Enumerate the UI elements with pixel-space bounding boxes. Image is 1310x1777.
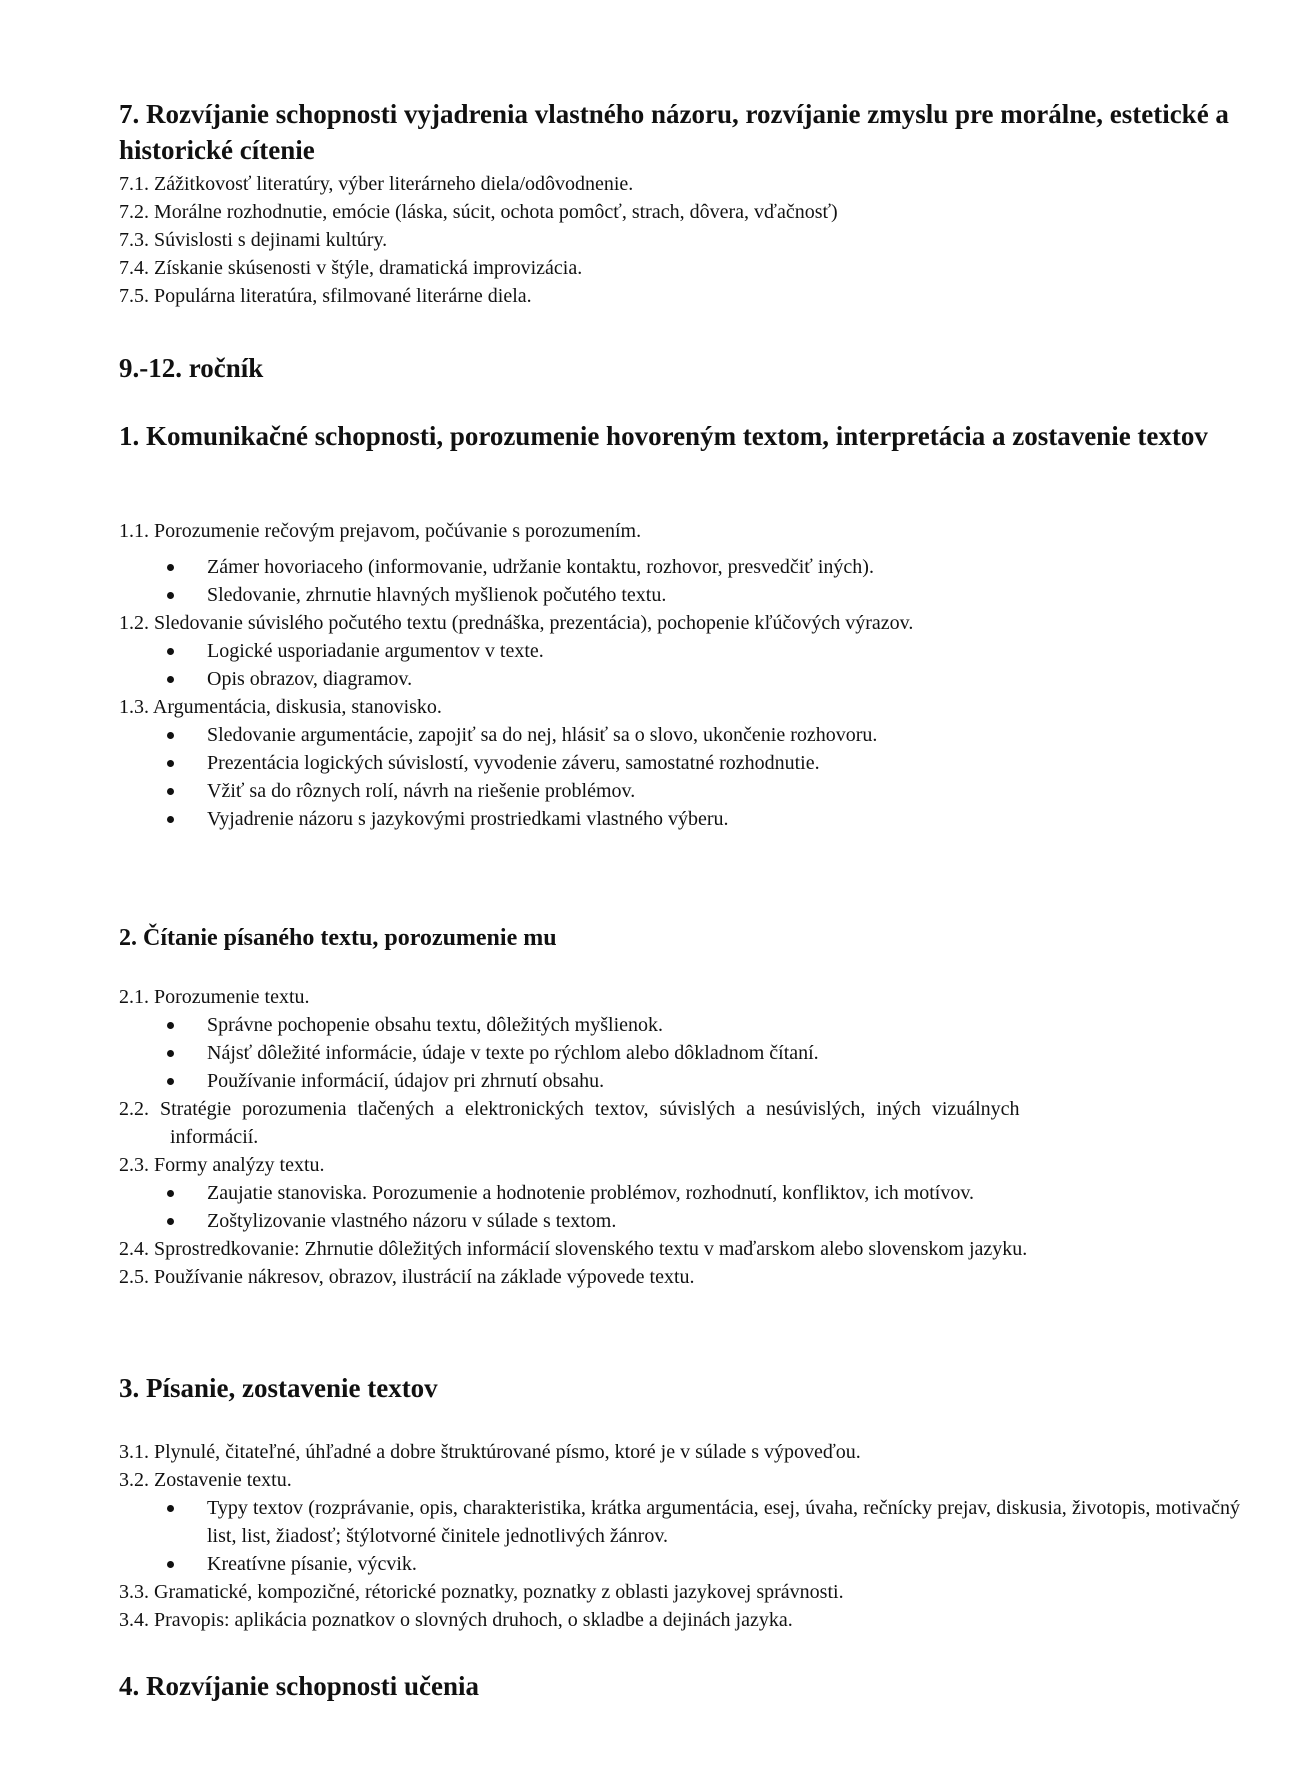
list-item (119, 553, 1240, 581)
bullet-text: Používanie informácií, údajov pri zhrnutí obsahu. (207, 1070, 605, 1092)
bullet-icon (167, 1505, 174, 1512)
section-7-title: 7. Rozvíjanie schopnosti vyjadrenia vlastného názoru, rozvíjanie zmyslu pre morálne, estetické a historické cítenie (119, 99, 1229, 165)
bullet-text: Vyjadrenie názoru s jazykovými prostriedkami vlastného výberu. (207, 808, 729, 830)
bullet-icon (167, 1078, 174, 1085)
bullets-2-3 (119, 1179, 1240, 1235)
item-2-4: 2.4. Sprostredkovanie: Zhrnutie dôležitých informácií slovenského textu v maďarskom alebo slovenskom jazyku. (119, 1238, 1028, 1260)
bullets-1-2 (119, 637, 1240, 693)
item-2-5: 2.5. Používanie nákresov, obrazov, ilustrácií na základe výpovede textu. (119, 1266, 695, 1288)
bullet-icon (167, 592, 174, 599)
bullets-1-3 (119, 721, 1240, 833)
bullet-text: Zámer hovoriaceho (informovanie, udržanie kontaktu, rozhovor, presvedčiť iných). (207, 556, 874, 578)
item-2-2: 2.2. Stratégie porozumenia tlačených a elektronických textov, súvislých a nesúvislých, iných vizuálnych (119, 1098, 1020, 1120)
section-2-list (119, 983, 1240, 1291)
item-1-1: 1.1. Porozumenie rečovým prejavom, počúvanie s porozumením. (119, 520, 642, 542)
item-1-2: 1.2. Sledovanie súvislého počutého textu (prednáška, prezentácia), pochopenie kľúčových výrazov. (119, 612, 914, 634)
bullets-1-1 (119, 553, 1240, 609)
bullet-text: Sledovanie argumentácie, zapojiť sa do nej, hlásiť sa o slovo, ukončenie rozhovoru. (207, 724, 878, 746)
list-item (119, 581, 1240, 609)
list-item (119, 777, 1240, 805)
bullet-text: Správne pochopenie obsahu textu, dôležitých myšlienok. (207, 1014, 664, 1036)
list-item (119, 1179, 1240, 1207)
section-2-title: 2. Čítanie písaného textu, porozumenie mu (119, 925, 557, 951)
list-item (119, 805, 1240, 833)
list-item (119, 721, 1240, 749)
bullet-icon (167, 676, 174, 683)
item-7-5: 7.5. Populárna literatúra, sfilmované literárne diela. (119, 285, 532, 307)
item-7-1: 7.1. Zážitkovosť literatúry, výber literárneho diela/odôvodnenie. (119, 173, 634, 195)
bullets-2-1 (119, 1011, 1240, 1095)
item-3-4: 3.4. Pravopis: aplikácia poznatkov o slovných druhoch, o skladbe a dejinách jazyka. (119, 1609, 793, 1631)
item-3-2: 3.2. Zostavenie textu. (119, 1469, 292, 1491)
bullet-text: Vžiť sa do rôznych rolí, návrh na riešenie problémov. (207, 780, 636, 802)
list-item (119, 1067, 1240, 1095)
bullet-text: Prezentácia logických súvislostí, vyvodenie záveru, samostatné rozhodnutie. (207, 752, 820, 774)
list-item (119, 1039, 1240, 1067)
section-3-title: 3. Písanie, zostavenie textov (119, 1373, 438, 1403)
bullet-icon (167, 1218, 174, 1225)
bullet-text: Nájsť dôležité informácie, údaje v texte po rýchlom alebo dôkladnom čítaní. (207, 1042, 819, 1064)
bullet-icon (167, 1561, 174, 1568)
list-item (119, 1494, 1240, 1550)
bullet-icon (167, 1050, 174, 1057)
bullet-text: Sledovanie, zhrnutie hlavných myšlienok počutého textu. (207, 584, 667, 606)
bullet-text: Kreatívne písanie, výcvik. (207, 1553, 417, 1575)
bullet-text: Zoštylizovanie vlastného názoru v súlade s textom. (207, 1210, 617, 1232)
bullet-icon (167, 1190, 174, 1197)
bullet-text: Opis obrazov, diagramov. (207, 668, 413, 690)
bullets-3-2 (119, 1494, 1240, 1578)
list-item (119, 749, 1240, 777)
item-2-1: 2.1. Porozumenie textu. (119, 986, 310, 1008)
bullet-icon (167, 648, 174, 655)
section-7-list (119, 170, 1240, 310)
section-1-list (119, 517, 1240, 833)
list-item (119, 637, 1240, 665)
item-3-3: 3.3. Gramatické, kompozičné, rétorické poznatky, poznatky z oblasti jazykovej správnosti. (119, 1581, 844, 1603)
section-1-title: 1. Komunikačné schopnosti, porozumenie hovoreným textom, interpretácia a zostavenie textov (119, 421, 1208, 451)
grade-heading: 9.-12. ročník (119, 353, 264, 383)
item-2-2-continued: informácií. (170, 1126, 259, 1148)
list-item (119, 1207, 1240, 1235)
list-item (119, 1550, 1240, 1578)
item-7-3: 7.3. Súvislosti s dejinami kultúry. (119, 229, 388, 251)
bullet-text: Typy textov (rozprávanie, opis, charakteristika, krátka argumentácia, esej, úvaha, rečnícky prejav, diskusia, životopis, motivačný list, list, žiadosť; štýlotvorné činitele jednotlivých žánrov. (207, 1497, 1240, 1547)
bullet-icon (167, 760, 174, 767)
section-4-title: 4. Rozvíjanie schopnosti učenia (119, 1671, 480, 1701)
bullet-icon (167, 1022, 174, 1029)
bullet-text: Logické usporiadanie argumentov v texte. (207, 640, 544, 662)
item-2-3: 2.3. Formy analýzy textu. (119, 1154, 325, 1176)
item-3-1: 3.1. Plynulé, čitateľné, úhľadné a dobre štruktúrované písmo, ktoré je v súlade s výpoveďou. (119, 1441, 861, 1463)
bullet-icon (167, 564, 174, 571)
bullet-text: Zaujatie stanoviska. Porozumenie a hodnotenie problémov, rozhodnutí, konfliktov, ich motívov. (207, 1182, 975, 1204)
item-7-4: 7.4. Získanie skúsenosti v štýle, dramatická improvizácia. (119, 257, 583, 279)
bullet-icon (167, 732, 174, 739)
list-item (119, 665, 1240, 693)
bullet-icon (167, 788, 174, 795)
item-1-3: 1.3. Argumentácia, diskusia, stanovisko. (119, 696, 442, 718)
list-item (119, 1011, 1240, 1039)
section-3-list (119, 1438, 1240, 1634)
bullet-icon (167, 816, 174, 823)
item-7-2: 7.2. Morálne rozhodnutie, emócie (láska, súcit, ochota pomôcť, strach, dôvera, vďačnosť) (119, 201, 838, 223)
